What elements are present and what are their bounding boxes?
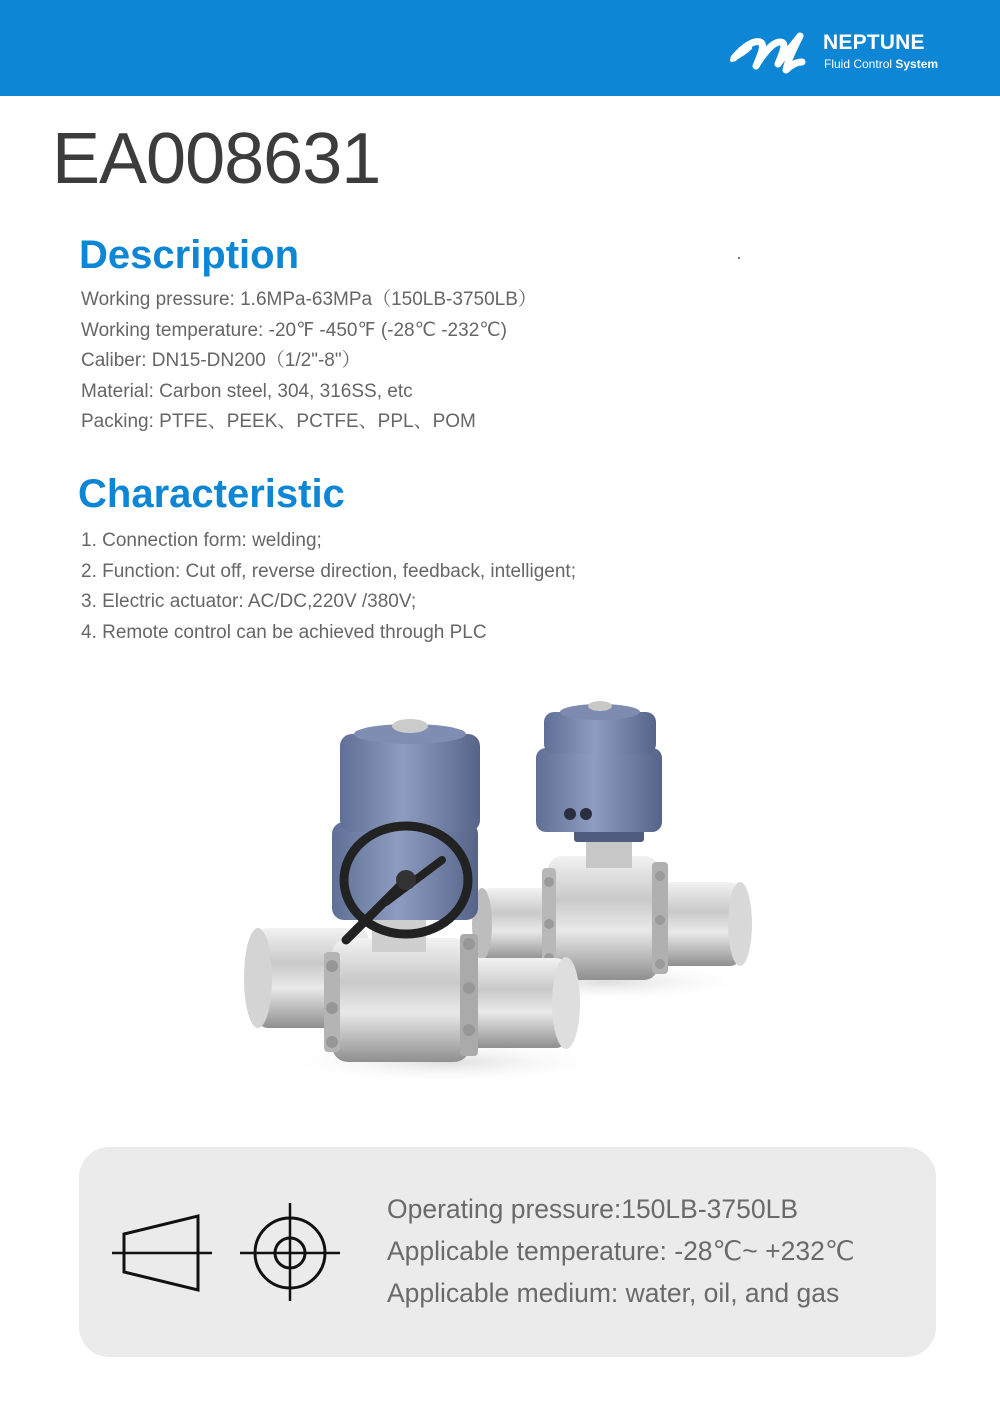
brand-logo xyxy=(730,26,960,76)
description-line: Packing: PTFE、PEEK、PCTFE、PPL、POM xyxy=(81,411,476,432)
characteristic-line: 4. Remote control can be achieved through PLC xyxy=(81,621,487,643)
brand-name: NEPTUNE xyxy=(823,31,925,54)
projection-cone-symbol-icon xyxy=(112,1210,217,1296)
first-angle-circle-symbol-icon xyxy=(238,1203,342,1301)
description-line: Caliber: DN15-DN200（1/2"-8"） xyxy=(81,350,361,371)
brand-tagline-bold: System xyxy=(895,57,939,71)
spec-line: Operating pressure:150LB-3750LB xyxy=(387,1194,799,1224)
characteristic-line: 1. Connection form: welding; xyxy=(81,530,322,551)
description-line: Working pressure: 1.6MPa-63MPa（150LB-3750LB） xyxy=(81,289,537,310)
description-heading: Description xyxy=(79,233,300,277)
neptune-logo-icon xyxy=(730,26,816,76)
brand-tagline xyxy=(824,57,938,71)
product-code: EA008631 xyxy=(52,119,381,199)
characteristic-line: 2. Function: Cut off, reverse direction, feedback, intelligent; xyxy=(81,560,576,582)
stray-dot xyxy=(738,257,740,259)
description-list xyxy=(81,285,537,438)
specs-text xyxy=(387,1188,855,1314)
description-line: Working temperature: -20℉ -450℉ (-28℃ -232℃) xyxy=(81,319,507,341)
characteristic-line: 3. Electric actuator: AC/DC,220V /380V; xyxy=(81,591,417,612)
header-bar xyxy=(0,0,1000,96)
description-line: Material: Carbon steel, 304, 316SS, etc xyxy=(81,380,413,402)
electric-ball-valve-photo-icon xyxy=(236,690,766,1100)
spec-line: Applicable medium: water, oil, and gas xyxy=(387,1278,840,1308)
characteristic-list xyxy=(81,526,576,648)
characteristic-heading: Characteristic xyxy=(78,472,345,516)
spec-line: Applicable temperature: -28℃~ +232℃ xyxy=(387,1236,855,1266)
brand-tagline-regular: Fluid Control xyxy=(824,57,896,71)
